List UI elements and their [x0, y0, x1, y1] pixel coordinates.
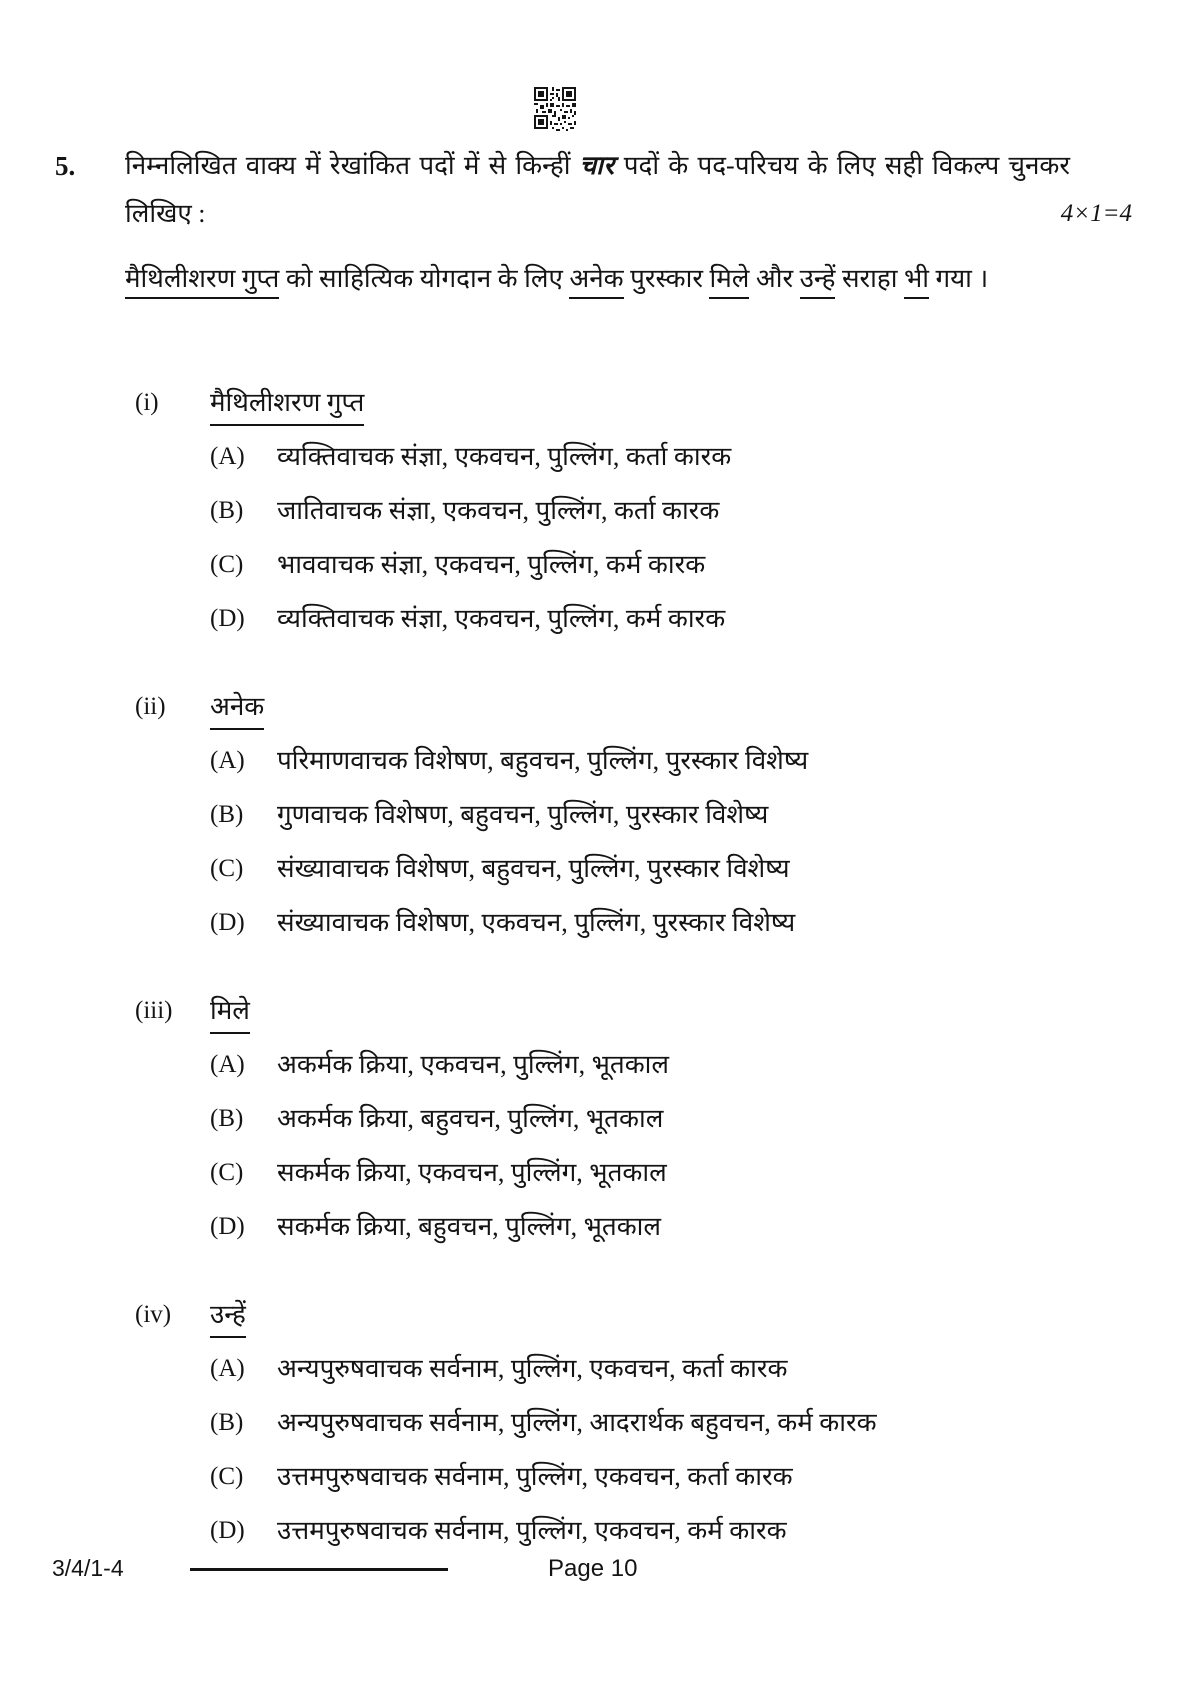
question-intro-pre: निम्नलिखित वाक्य में रेखांकित पदों में से किन्हीं — [125, 151, 580, 180]
footer-page-number: Page 10 — [548, 1555, 638, 1582]
option-label: (C) — [210, 855, 244, 882]
question-number: 5. — [55, 151, 76, 181]
option-row — [135, 1102, 1135, 1156]
option-label: (B) — [210, 497, 244, 524]
option-row — [135, 744, 1135, 798]
qr-code-image — [534, 86, 576, 132]
options-list — [135, 1352, 1135, 1568]
option-row — [135, 906, 1135, 960]
options-list — [135, 440, 1135, 656]
option-row — [135, 798, 1135, 852]
option-label: (C) — [210, 551, 244, 578]
question-intro — [125, 142, 1132, 238]
option-text: संख्यावाचक विशेषण, एकवचन, पुल्लिंग, पुरस्कार विशेष्य — [277, 908, 796, 937]
qr-code — [534, 86, 576, 132]
sub-question-group — [135, 386, 1135, 656]
option-label: (C) — [210, 1159, 244, 1186]
option-label: (B) — [210, 1105, 244, 1132]
page-footer — [0, 1553, 1190, 1593]
option-row — [135, 1460, 1135, 1514]
sentence-text: पुरस्कार — [623, 264, 710, 293]
sub-question-header — [135, 386, 1135, 440]
option-row — [135, 852, 1135, 906]
option-label: (D) — [210, 1213, 245, 1240]
option-text: व्यक्तिवाचक संज्ञा, एकवचन, पुल्लिंग, कर्म कारक — [277, 604, 726, 633]
sub-question-word: उन्हें — [210, 1298, 246, 1338]
option-text: उत्तमपुरुषवाचक सर्वनाम, पुल्लिंग, एकवचन, कर्ता कारक — [277, 1462, 793, 1491]
option-text: सकर्मक क्रिया, एकवचन, पुल्लिंग, भूतकाल — [277, 1158, 667, 1187]
options-list — [135, 744, 1135, 960]
sub-question-group — [135, 1298, 1135, 1568]
option-text: अन्यपुरुषवाचक सर्वनाम, पुल्लिंग, एकवचन, कर्ता कारक — [277, 1354, 788, 1383]
sentence-text: सराहा — [835, 264, 904, 293]
option-label: (A) — [210, 1051, 245, 1078]
footer-rule — [190, 1568, 448, 1571]
underlined-word: अनेक — [569, 264, 623, 299]
sub-question-word: मिले — [210, 994, 250, 1034]
option-text: अकर्मक क्रिया, बहुवचन, पुल्लिंग, भूतकाल — [277, 1104, 664, 1133]
option-label: (B) — [210, 1409, 244, 1436]
sentence — [125, 254, 1085, 304]
option-row — [135, 602, 1135, 656]
option-row — [135, 494, 1135, 548]
option-text: गुणवाचक विशेषण, बहुवचन, पुल्लिंग, पुरस्कार विशेष्य — [277, 800, 769, 829]
sub-question-label: (ii) — [135, 693, 166, 720]
sentence-text: और — [749, 264, 800, 293]
sub-question-header — [135, 1298, 1135, 1352]
sentence-text: को साहित्यिक योगदान के लिए — [279, 264, 570, 293]
option-label: (D) — [210, 1517, 245, 1544]
question-marks: 4×1=4 — [1060, 200, 1132, 227]
option-row — [135, 440, 1135, 494]
question-intro-post: पदों के पद-परिचय के लिए सही विकल्प चुनकर लिखिए : — [125, 151, 1071, 228]
option-row — [135, 1352, 1135, 1406]
underlined-word: उन्हें — [800, 264, 836, 299]
option-text: परिमाणवाचक विशेषण, बहुवचन, पुल्लिंग, पुरस्कार विशेष्य — [277, 746, 809, 775]
option-row — [135, 548, 1135, 602]
option-label: (D) — [210, 909, 245, 936]
underlined-word: भी — [904, 264, 929, 299]
option-text: सकर्मक क्रिया, बहुवचन, पुल्लिंग, भूतकाल — [277, 1212, 662, 1241]
sub-question-header — [135, 994, 1135, 1048]
underlined-word: मिले — [709, 264, 749, 299]
option-text: व्यक्तिवाचक संज्ञा, एकवचन, पुल्लिंग, कर्ता कारक — [277, 442, 732, 471]
option-text: अन्यपुरुषवाचक सर्वनाम, पुल्लिंग, आदरार्थक बहुवचन, कर्म कारक — [277, 1408, 877, 1437]
option-row — [135, 1156, 1135, 1210]
option-text: अकर्मक क्रिया, एकवचन, पुल्लिंग, भूतकाल — [277, 1050, 670, 1079]
sub-question-label: (iv) — [135, 1301, 172, 1328]
sub-question-word: अनेक — [210, 690, 264, 730]
option-label: (B) — [210, 801, 244, 828]
option-text: भाववाचक संज्ञा, एकवचन, पुल्लिंग, कर्म कारक — [277, 550, 706, 579]
sub-question-group — [135, 690, 1135, 960]
sub-question-group — [135, 994, 1135, 1264]
option-row — [135, 1210, 1135, 1264]
option-row — [135, 1406, 1135, 1460]
sub-question-header — [135, 690, 1135, 744]
option-text: उत्तमपुरुषवाचक सर्वनाम, पुल्लिंग, एकवचन, कर्म कारक — [277, 1516, 787, 1545]
sub-question-word: मैथिलीशरण गुप्त — [210, 386, 364, 426]
question-intro-bold-word: चार — [579, 151, 615, 180]
underlined-word: मैथिलीशरण गुप्त — [125, 264, 279, 299]
option-label: (C) — [210, 1463, 244, 1490]
option-label: (A) — [210, 1355, 245, 1382]
options-list — [135, 1048, 1135, 1264]
option-label: (A) — [210, 747, 245, 774]
option-text: संख्यावाचक विशेषण, बहुवचन, पुल्लिंग, पुरस्कार विशेष्य — [277, 854, 790, 883]
option-text: जातिवाचक संज्ञा, एकवचन, पुल्लिंग, कर्ता कारक — [277, 496, 720, 525]
option-row — [135, 1048, 1135, 1102]
option-label: (A) — [210, 443, 245, 470]
question-header — [55, 142, 1132, 238]
sub-questions — [135, 386, 1135, 1568]
sub-question-label: (iii) — [135, 997, 173, 1024]
option-label: (D) — [210, 605, 245, 632]
sentence-text: गया । — [928, 264, 989, 293]
footer-paper-code: 3/4/1-4 — [52, 1555, 124, 1581]
sub-question-label: (i) — [135, 389, 159, 416]
